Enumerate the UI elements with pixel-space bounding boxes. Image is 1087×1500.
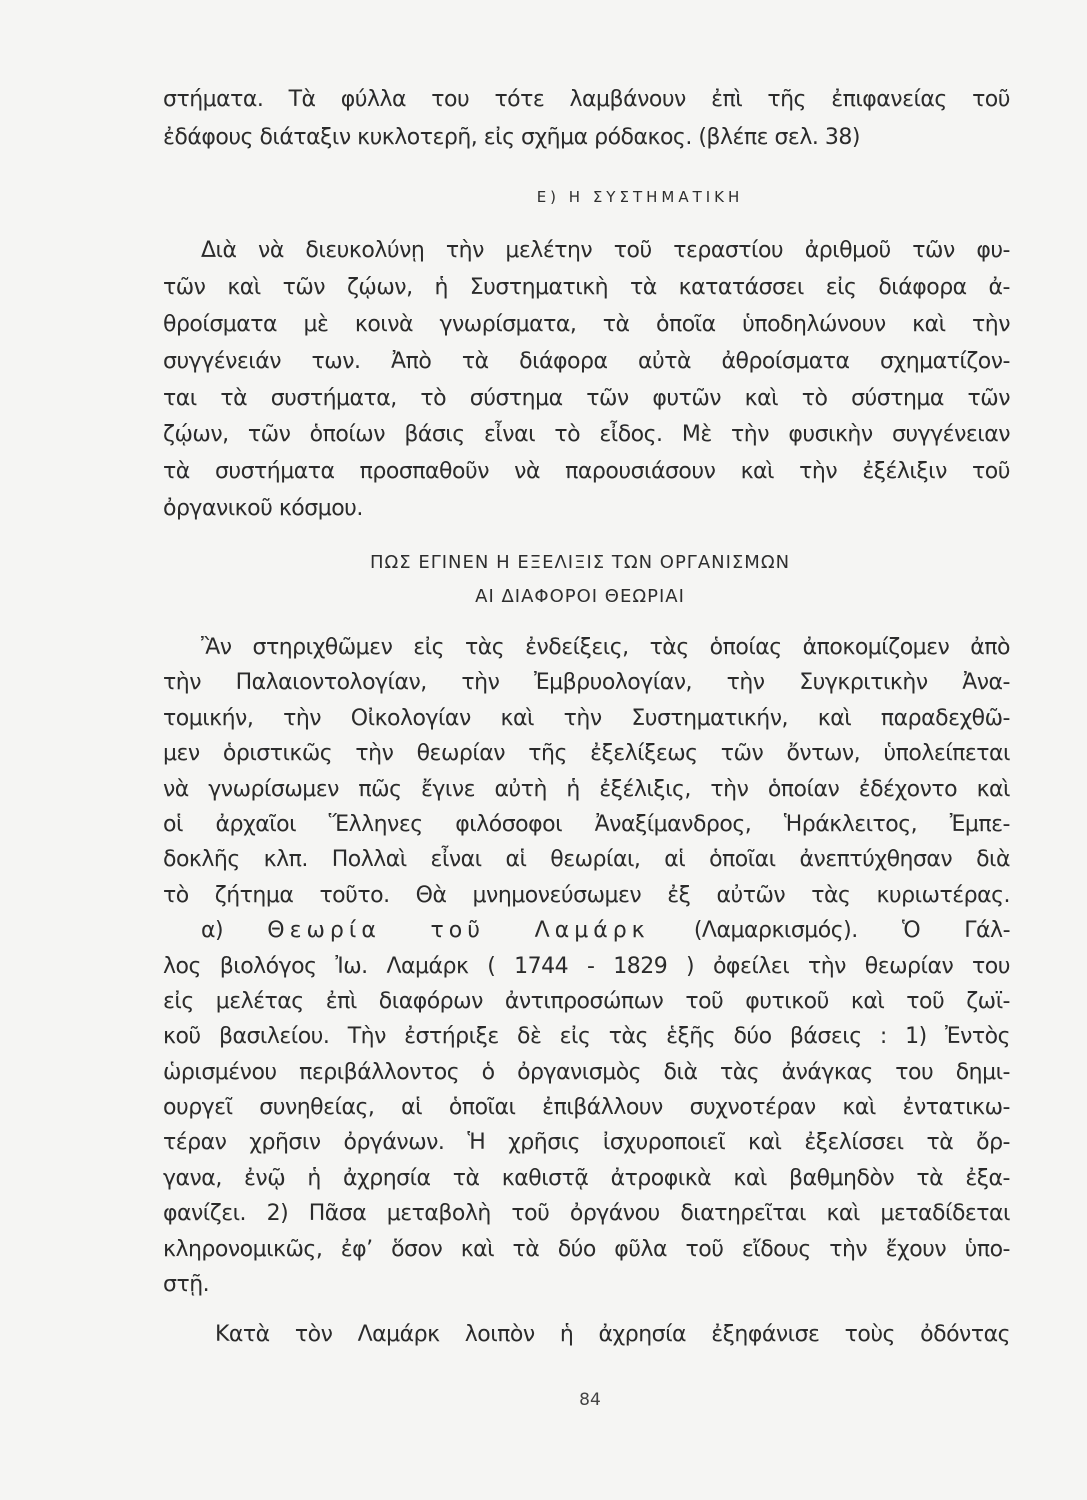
text-line: τέραν χρῆσιν ὀργάνων. Ἡ χρῆσις ἰσχυροποιεῖ καὶ ἐξελίσσει τὰ ὄρ- (163, 1130, 1010, 1156)
list-label: α) (201, 918, 224, 944)
text-line: ουργεῖ συνηθείας, αἱ ὁποῖαι ἐπιβάλλουν συχνοτέραν καὶ ἐντατικω- (163, 1095, 1010, 1121)
text-line: ἐδάφους διάταξιν κυκλοτερῆ, εἰς σχῆμα ρόδακος. (βλέπε σελ. 38) (163, 125, 860, 150)
text-line: τὸ ζήτημα τοῦτο. Θὰ μνημονεύσωμεν ἐξ αὐτῶν τὰς κυριωτέρας. (163, 882, 1010, 908)
text-fragment: Ὁ Γάλ- (901, 918, 1010, 944)
text-line: Διὰ νὰ διευκολύνῃ τὴν μελέτην τοῦ τεραστίου ἀριθμοῦ τῶν φυ- (201, 238, 1010, 263)
text-line: τῶν καὶ τῶν ζῴων, ἡ Συστηματικὴ τὰ κατατάσσει εἰς διάφορα ἀ- (163, 274, 1010, 300)
text-line: ὡρισμένου περιβάλλοντος ὁ ὀργανισμὸς διὰ τὰς ἀνάγκας του δημι- (163, 1059, 1010, 1085)
theory-alt-name: (Λαμαρκισμός). (693, 918, 858, 944)
text-line: οἱ ἀρχαῖοι Ἕλληνες φιλόσοφοι Ἀναξίμανδρος, Ἡράκλειτος, Ἐμπε- (163, 811, 1010, 837)
section-heading-evolution (330, 546, 830, 614)
text-line: ται τὰ συστήματα, τὸ σύστημα τῶν φυτῶν καὶ τὸ σύστημα τῶν (163, 385, 1010, 411)
evolution-paragraph (163, 630, 1010, 1302)
text-line: γανα, ἐνῷ ἡ ἀχρησία τὰ καθιστᾷ ἀτροφικὰ καὶ βαθμηδὸν τὰ ἐξα- (163, 1165, 1010, 1191)
text-line: ζῴων, τῶν ὁποίων βάσις εἶναι τὸ εἶδος. Μὲ τὴν φυσικὴν συγγένειαν (163, 422, 1010, 448)
text-line: δοκλῆς κλπ. Πολλαὶ εἶναι αἱ θεωρίαι, αἱ ὁποῖαι ἀνεπτύχθησαν διὰ (163, 847, 1010, 873)
text-line: φανίζει. 2) Πᾶσα μεταβολὴ τοῦ ὀργάνου διατηρεῖται καὶ μεταδίδεται (163, 1201, 1010, 1227)
lamarck-theory-line (163, 913, 1010, 948)
text-line: Κατὰ τὸν Λαμάρκ λοιπὸν ἡ ἀχρησία ἐξηφάνισε τοὺς ὀδόντας (215, 1322, 1010, 1347)
text-line: κοῦ βασιλείου. Τὴν ἐστήριξε δὲ εἰς τὰς ἑξῆς δύο βάσεις : 1) Ἐντὸς (163, 1024, 1010, 1050)
text-line: λος βιολόγος Ἰω. Λαμάρκ ( 1744 - 1829 ) ὀφείλει τὴν θεωρίαν του (163, 953, 1010, 979)
closing-paragraph (163, 1317, 1010, 1353)
text-line: τὰ συστήματα προσπαθοῦν νὰ παρουσιάσουν καὶ τὴν ἐξέλιξιν τοῦ (163, 459, 1010, 485)
text-line: νὰ γνωρίσωμεν πῶς ἔγινε αὐτὴ ἡ ἐξέλιξις, τὴν ὁποίαν ἐδέχοντο καὶ (163, 776, 1010, 802)
heading-line: ΠΩΣ ΕΓΙΝΕΝ Η ΕΞΕΛΙΞΙΣ ΤΩΝ ΟΡΓΑΝΙΣΜΩΝ (369, 552, 791, 573)
systematics-paragraph (163, 233, 1010, 528)
text-line: κληρονομικῶς, ἐφ’ ὅσον καὶ τὰ δύο φῦλα τοῦ εἴδους τὴν ἔχουν ὑπο- (163, 1236, 1010, 1262)
page-number: 84 (579, 1390, 601, 1410)
text-line: Ἂν στηριχθῶμεν εἰς τὰς ἐνδείξεις, τὰς ὁποίας ἀποκομίζομεν ἀπὸ (201, 635, 1010, 660)
heading-line: ΑΙ ΔΙΑΦΟΡΟΙ ΘΕΩΡΙΑΙ (475, 586, 685, 607)
text-line: στήματα. Τὰ φύλλα του τότε λαμβάνουν ἐπὶ τῆς ἐπιφανείας τοῦ (163, 87, 1010, 112)
text-line: συγγένειάν των. Ἀπὸ τὰ διάφορα αὐτὰ ἀθροίσματα σχηματίζον- (163, 348, 1010, 374)
text-line: μεν ὁριστικῶς τὴν θεωρίαν τῆς ἐξελίξεως τῶν ὄντων, ὑπολείπεται (163, 741, 1010, 767)
text-line: στῇ. (163, 1272, 210, 1298)
continuation-paragraph (163, 81, 1010, 157)
text-line: εἰς μελέτας ἐπὶ διαφόρων ἀντιπροσώπων τοῦ φυτικοῦ καὶ τοῦ ζωϊ- (163, 988, 1010, 1014)
text-line: τὴν Παλαιοντολογίαν, τὴν Ἐμβρυολογίαν, τὴν Συγκριτικὴν Ἀνα- (163, 670, 1010, 696)
section-heading-systematics: Ε) Η ΣΥΣΤΗΜΑΤΙΚΗ (536, 188, 744, 206)
text-line: ὀργανικοῦ κόσμου. (163, 496, 363, 522)
text-line: τομικήν, τὴν Οἰκολογίαν καὶ τὴν Συστηματικήν, καὶ παραδεχθῶ- (163, 705, 1010, 731)
theory-title: Θεωρία τοῦ Λαμάρκ (267, 918, 650, 944)
text-line: θροίσματα μὲ κοινὰ γνωρίσματα, τὰ ὁποῖα ὑποδηλώνουν καὶ τὴν (163, 311, 1010, 337)
